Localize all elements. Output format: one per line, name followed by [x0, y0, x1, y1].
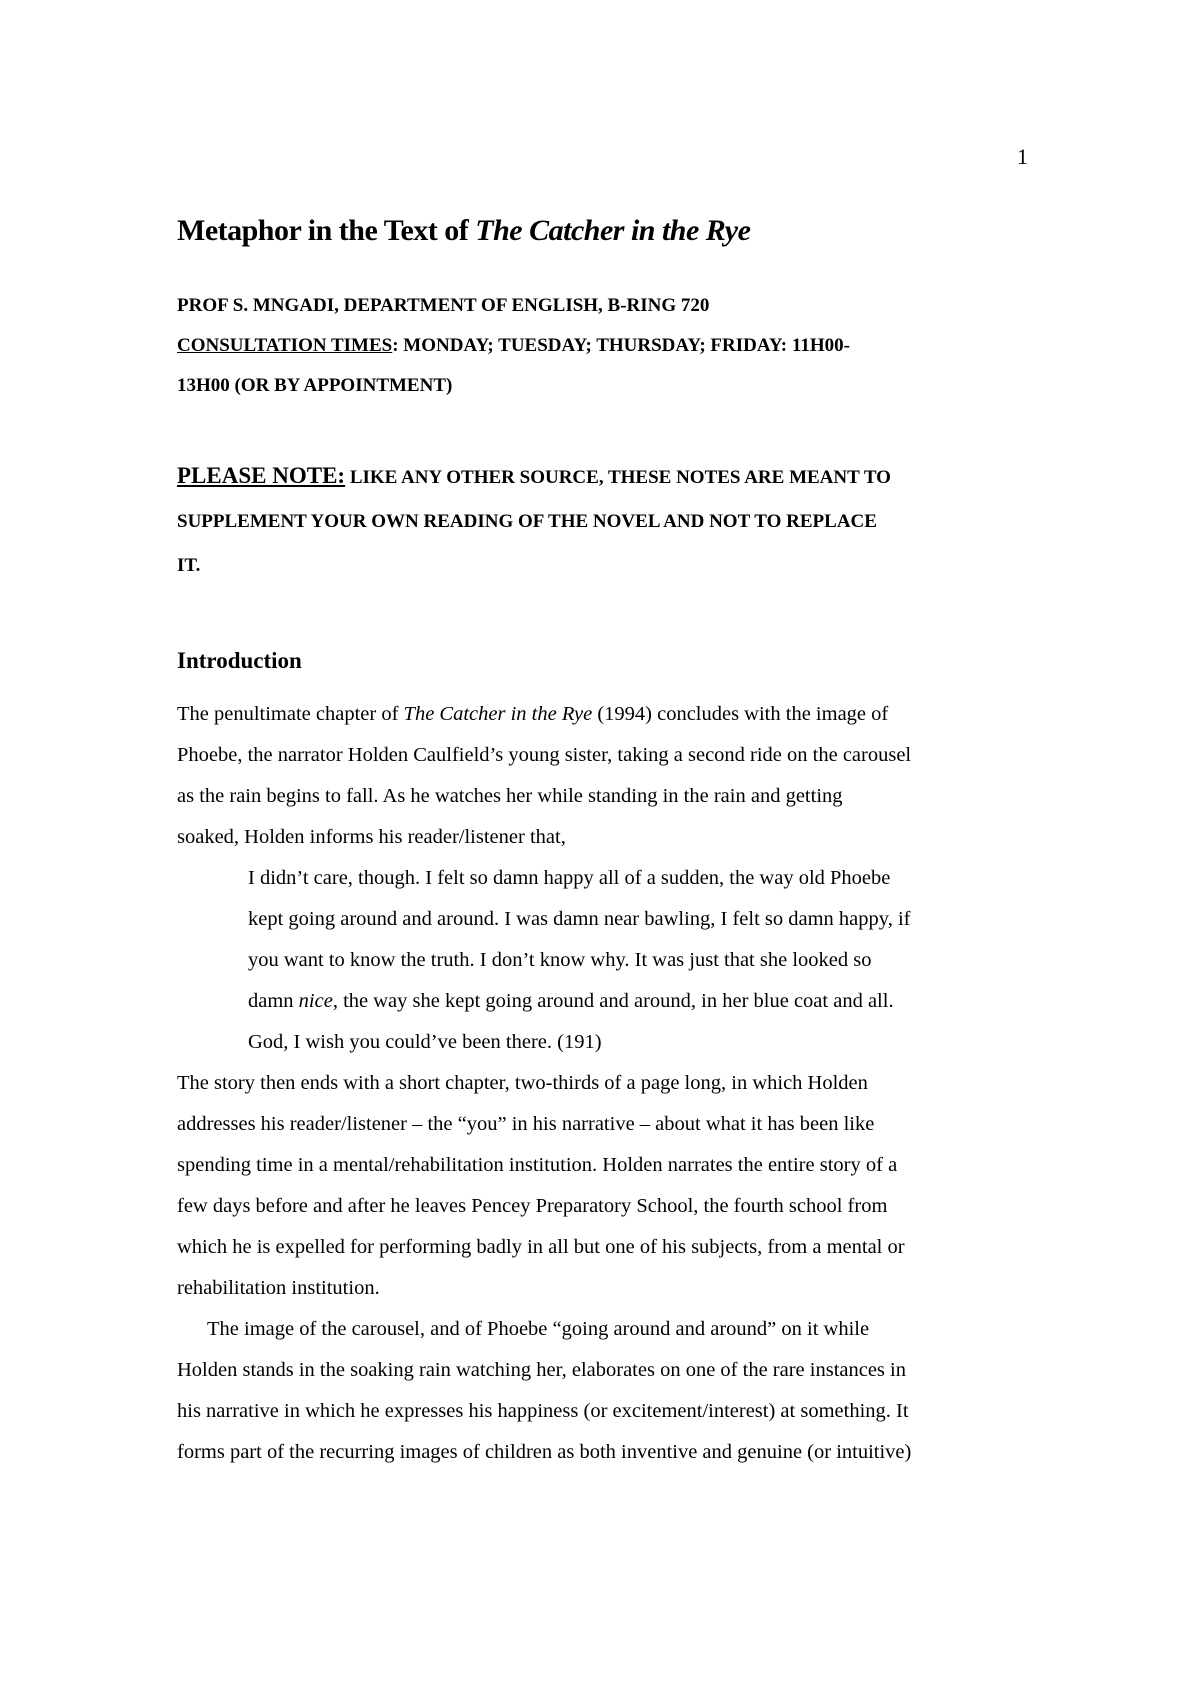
paragraph-line: The story then ends with a short chapter, two-thirds of a page long, in which Holden: [177, 1072, 868, 1094]
paragraph-1: [177, 694, 1037, 858]
text-span: (1994) concludes with the image of: [592, 703, 889, 725]
document-title: [177, 214, 750, 248]
quote-line: I didn’t care, though. I felt so damn happy all of a sudden, the way old Phoebe: [248, 867, 891, 889]
quote-line: kept going around and around. I was damn near bawling, I felt so damn happy, if: [248, 908, 911, 930]
emphasis-italic: nice: [298, 990, 333, 1012]
paragraph-line: which he is expelled for performing badly in all but one of his subjects, from a mental or: [177, 1236, 905, 1258]
note-line-3: IT.: [177, 555, 201, 576]
page-number: 1: [1017, 144, 1028, 169]
note-line-1: [177, 454, 1037, 500]
paragraph-line: as the rain begins to fall. As he watches her while standing in the rain and getting: [177, 785, 843, 807]
quote-line: God, I wish you could’ve been there. (191): [248, 1031, 602, 1053]
paragraph-3: [177, 1309, 1037, 1473]
note-line-1-text: LIKE ANY OTHER SOURCE, THESE NOTES ARE MEANT TO: [345, 467, 891, 488]
text-span: The penultimate chapter of: [177, 703, 404, 725]
consultation-line-2: 13H00 (OR BY APPOINTMENT): [177, 375, 453, 396]
paragraph-line: Phoebe, the narrator Holden Caulfield’s young sister, taking a second ride on the carousel: [177, 744, 912, 766]
consultation-times: : MONDAY; TUESDAY; THURSDAY; FRIDAY: 11H00-: [392, 335, 850, 356]
paragraph-line: spending time in a mental/rehabilitation institution. Holden narrates the entire story of a: [177, 1154, 898, 1176]
text-span: , the way she kept going around and around, in her blue coat and all.: [332, 990, 894, 1012]
please-note: [177, 454, 1037, 588]
title-book-name: The Catcher in the Rye: [475, 214, 751, 247]
block-quote: [248, 858, 1028, 1063]
paragraph-line: soaked, Holden informs his reader/listener that,: [177, 826, 566, 848]
author-info: [177, 286, 1037, 406]
paragraph-line: forms part of the recurring images of children as both inventive and genuine (or intuitive): [177, 1441, 912, 1463]
quote-line: you want to know the truth. I don’t know why. It was just that she looked so: [248, 949, 872, 971]
text-span: damn: [248, 990, 299, 1012]
paragraph-2: [177, 1063, 1037, 1309]
book-title-italic: The Catcher in the Rye: [403, 703, 593, 725]
note-line-2: SUPPLEMENT YOUR OWN READING OF THE NOVEL AND NOT TO REPLACE: [177, 511, 877, 532]
paragraph-line: rehabilitation institution.: [177, 1277, 380, 1299]
paragraph-line: Holden stands in the soaking rain watching her, elaborates on one of the rare instances in: [177, 1359, 906, 1381]
section-heading-introduction: Introduction: [177, 648, 302, 673]
paragraph-line: few days before and after he leaves Pencey Preparatory School, the fourth school from: [177, 1195, 888, 1217]
paragraph-line: [177, 694, 1037, 735]
consultation-line: [177, 326, 1037, 366]
paragraph-line: The image of the carousel, and of Phoebe “going around and around” on it while: [207, 1318, 870, 1340]
note-lead: PLEASE NOTE:: [177, 463, 346, 488]
quote-line: [248, 981, 1028, 1022]
author-line: PROF S. MNGADI, DEPARTMENT OF ENGLISH, B-RING 720: [177, 295, 710, 316]
consultation-label: CONSULTATION TIMES: [177, 335, 393, 356]
paragraph-line: addresses his reader/listener – the “you” in his narrative – about what it has been like: [177, 1113, 875, 1135]
paragraph-line: his narrative in which he expresses his happiness (or excitement/interest) at something. It: [177, 1400, 909, 1422]
title-prefix: Metaphor in the Text of: [177, 214, 476, 247]
